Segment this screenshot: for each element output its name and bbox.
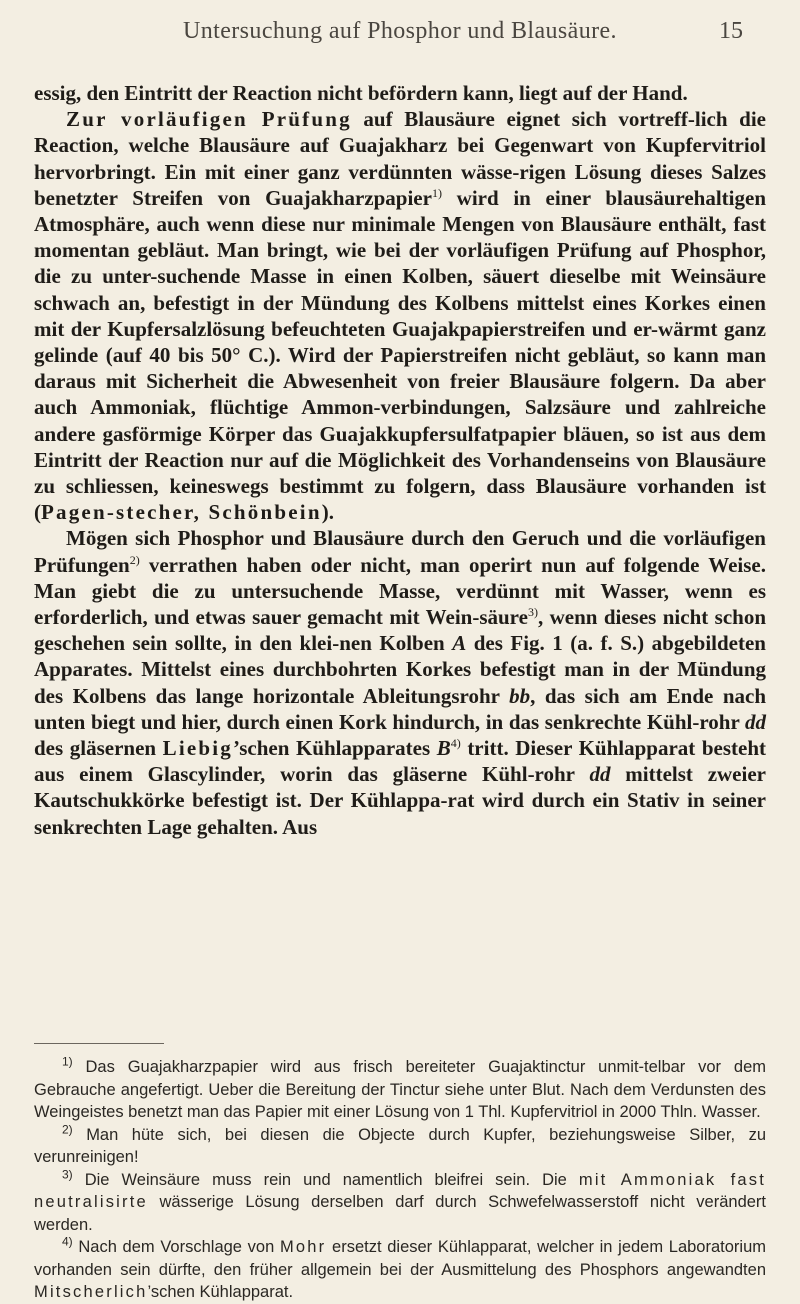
footnote-1-mark: 1) [62, 1054, 73, 1069]
footnote-ref-3: 3) [527, 605, 538, 620]
running-head [0, 18, 800, 58]
footnote-ref-4: 4) [450, 736, 461, 751]
label-dd: dd [745, 709, 766, 734]
footnote-4 [34, 1236, 766, 1304]
paragraph-1 [34, 80, 766, 106]
label-bb: bb [509, 683, 531, 708]
page-number: 15 [719, 18, 743, 44]
running-title: Untersuchung auf Phosphor und Blausäure. [183, 18, 617, 44]
paragraph-3-text-f: des gläsernen [34, 736, 163, 761]
footnote-4-text-c: ’schen Kühlapparat. [147, 1283, 294, 1301]
paragraph-3-text-h: tritt. Dieser Kühlapparat besteht aus einem Glascylinder, worin das gläserne Kühl-rohr [34, 736, 766, 787]
paragraph-3-text-b: verrathen haben oder nicht, man operirt nun auf folgende Weise. Man giebt die zu untersuchende Masse, verdünnt mit Wasser, wenn es erforderlich, und etwas sauer gemacht mit Wein-säure [34, 552, 766, 630]
label-A: A [452, 631, 467, 656]
author-mitscherlich: Mitscherlich [34, 1283, 148, 1301]
label-B: B [436, 736, 451, 761]
paragraph-3-text-a: Mögen sich Phosphor und Blausäure durch den Geruch und die vorläufigen Prüfungen [34, 526, 766, 577]
footnote-2-mark: 2) [62, 1122, 73, 1136]
paragraph-2 [34, 106, 766, 525]
paragraph-2-text-a: auf Blausäure eignet sich vortreff-lich die Reaction, welche Blausäure auf Guajakharz bei Gegenwart von Kupfervitriol hervorbringt. Ein mit einer ganz verdünnten wässe-rigen Lösung dieses Salzes benetzter Streifen von Guajakharzpapier [34, 107, 766, 210]
paragraph-3-text-e: , das sich am Ende nach unten biegt und hier, durch einen Kork hindurch, in das senkrechte Kühl-rohr [34, 683, 767, 734]
footnote-3-emphasis: mit Ammoniak fast neutralisirte [34, 1170, 766, 1211]
author-mohr: Mohr [279, 1238, 327, 1256]
paragraph-2-end: ). [321, 500, 334, 525]
body-text [34, 80, 766, 840]
footnote-ref-1: 1) [431, 185, 442, 200]
footnote-2-text: Man hüte sich, bei diesen die Objecte durch Kupfer, beziehungsweise Silber, zu verunreinigen! [34, 1125, 766, 1166]
footnote-3-text-a: Die Weinsäure muss rein und namentlich bleifrei sein. Die [72, 1170, 579, 1189]
lead-phrase: Zur vorläufigen Prüfung [66, 107, 352, 132]
paragraph-3-text-i: mittelst zweier Kautschukkörke befestigt ist. Der Kühlappa-rat wird durch ein Stativ in seiner senkrechten Lage gehalten. Aus [34, 762, 766, 839]
footnote-3-mark: 3) [62, 1167, 73, 1181]
footnote-2 [34, 1124, 766, 1169]
paragraph-3-text-c: , wenn dieses nicht schon geschehen sein sollte, in den klei-nen Kolben [34, 605, 767, 656]
paragraph-2-text-b: wird in einer blausäurehaltigen Atmosphäre, auch wenn diese nur minimale Mengen von Blausäure enthält, fast momentan gebläut. Man bringt, wie bei der vorläufigen Prüfung auf Phosphor, die zu unter-suchende Masse in einen Kolben, säuert dieselbe mit Weinsäure schwach an, befestigt in der Mündung des Kolbens mittelst eines Korkes einen mit der Kupfersalzlösung befeuchteten Guajakpapierstreifen und er-wärmt ganz gelinde (auf 40 bis 50° C.). Wird der Papierstreifen nicht gebläut, so kann man daraus mit Sicherheit die Abwesenheit von freier Blausäure folgern. Da aber auch Ammoniak, flüchtige Ammon-verbindungen, Salzsäure und zahlreiche andere gasförmige Körper das Guajakkupfersulfatpapier bläuen, so ist aus dem Eintritt der Reaction nur auf die Möglichkeit des Vorhandenseins von Blausäure zu schliessen, keineswegs bestimmt zu folgern, dass Blausäure vorhanden ist ( [34, 185, 766, 525]
footnote-1 [34, 1056, 766, 1124]
paragraph-3 [34, 525, 766, 839]
paragraph-3-text-g: ’schen Kühlapparates [233, 736, 437, 761]
label-dd-2: dd [589, 762, 611, 787]
footnote-4-mark: 4) [62, 1234, 73, 1249]
paragraph-1-text: essig, den Eintritt der Reaction nicht befördern kann, liegt auf der Hand. [34, 81, 688, 105]
footnote-4-text-b: ersetzt dieser Kühlapparat, welcher in jedem Laboratorium vorhanden sein dürfte, den früher allgemein bei der Ausmittelung des Phosphors angewandten [34, 1238, 766, 1279]
author-names: Pagen-stecher, Schönbein [41, 500, 322, 525]
author-liebig: Liebig [162, 736, 234, 761]
footnote-ref-2: 2) [129, 552, 140, 567]
footnote-3-text-b: wässerige Lösung derselben darf durch Schwefelwasserstoff nicht verändert werden. [34, 1193, 766, 1234]
footnote-3 [34, 1169, 766, 1237]
footnote-1-text: Das Guajakharzpapier wird aus frisch bereiteter Guajaktinctur unmit-telbar vor dem Gebrauche angefertigt. Ueber die Bereitung der Tinctur siehe unter Blut. Nach dem Verdunsten des Weingeistes benetzt man das Papier mit einer Lösung von 1 Thl. Kupfervitriol in 2000 Thln. Wasser. [34, 1058, 766, 1121]
footnotes [34, 1056, 766, 1304]
paragraph-3-text-d: des Fig. 1 (a. f. S.) abgebildeten Apparates. Mittelst eines durchbohrten Korkes befestigt man in der Mündung des Kolbens das lange horizontale Ableitungsrohr [34, 631, 766, 708]
footnote-4-text-a: Nach dem Vorschlage von [72, 1238, 280, 1256]
footnote-rule [34, 1043, 164, 1044]
